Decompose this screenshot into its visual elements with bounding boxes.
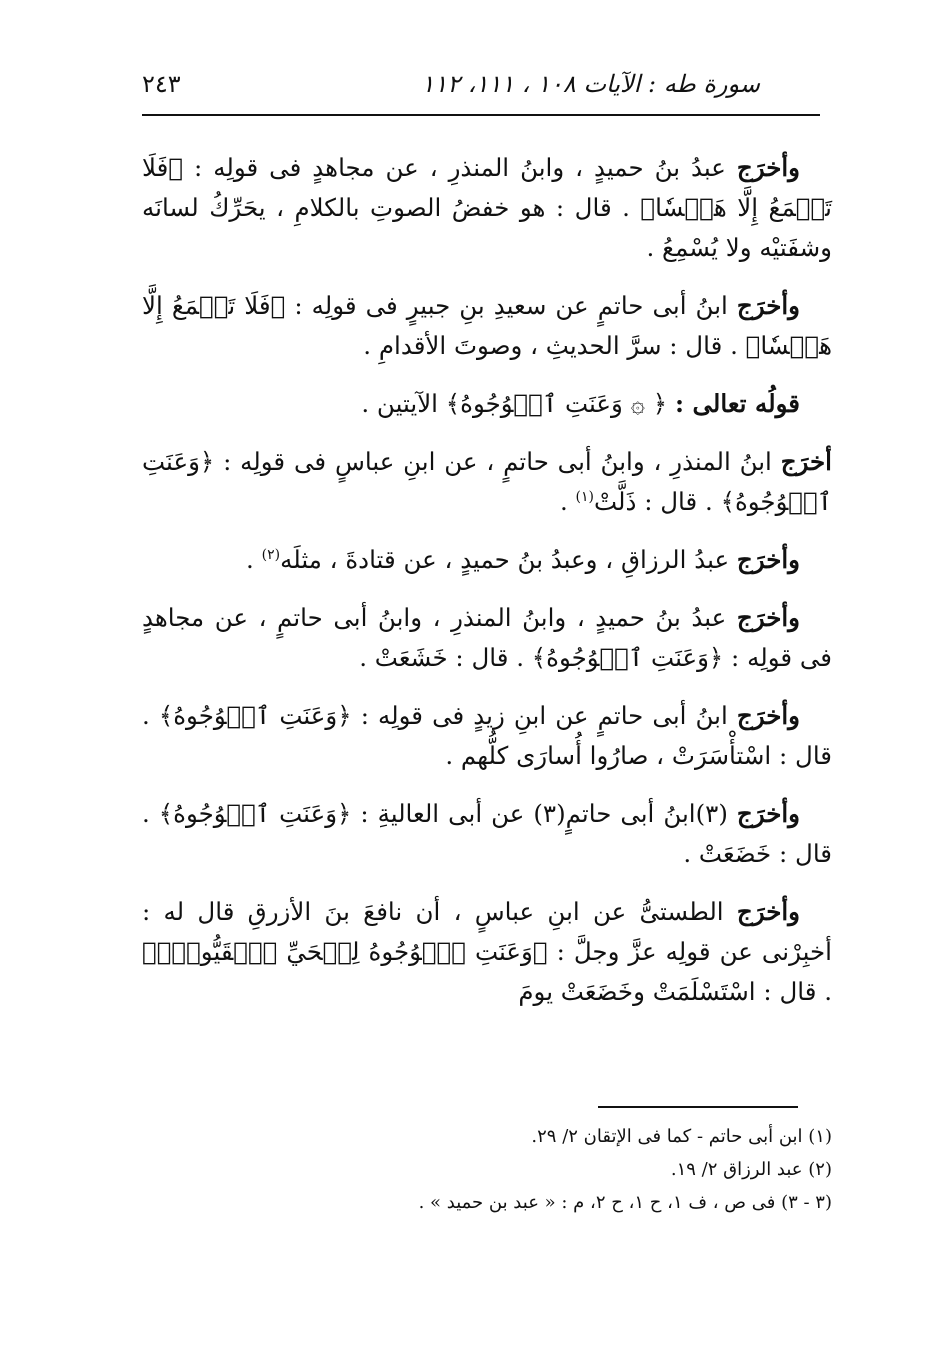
footnotes xyxy=(142,1120,832,1219)
footnote-3: (٣ - ٣) فى ص ، ف ١، ح ١، ح ٢، م : « عبد بن حميد » . xyxy=(418,1192,832,1213)
paragraph-text: (٣)ابنُ أبى حاتمٍ(٣) عن أبى العاليةِ : ﴿وَعَنَتِ ٱلۡوُجُوهُ﴾ . قال : خَضَعَتْ . xyxy=(142,799,832,868)
paragraph-lead: وأخرَج xyxy=(736,603,800,632)
paragraph-tail: . xyxy=(559,487,576,516)
header-title: سورة طه : الآيات ١٠٨ ، ١١١، ١١٢ xyxy=(421,70,760,98)
paragraph-text: الطستىُّ عن ابنِ عباسٍ ، أن نافعَ بنَ الأزرقِ قال له : أخبِرْنى عن قولِه عزَّ وجلَّ : ﴿وَعَنَتِ ٱلۡوُجُوهُ لِلۡحَيِّ ٱلۡقَيُّومِۖ﴾ . قال : اسْتَسْلَمَتْ وخَضَعَتْ يومَ xyxy=(142,897,832,1006)
paragraph-7 xyxy=(142,696,832,776)
paragraph-lead: وأخرَج xyxy=(736,153,800,182)
footnote-1: (١) ابن أبى حاتم - كما فى الإتقان ٢/ ٢٩. xyxy=(531,1126,832,1147)
paragraph-text: ابنُ أبى حاتمٍ عن سعيدِ بنِ جبيرٍ فى قولِه : ﴿فَلَا تَسۡمَعُ إِلَّا هَمۡسٗا﴾ . قال : سرَّ الحديثِ ، وصوتَ الأقدامِ . xyxy=(142,291,832,360)
paragraph-2 xyxy=(142,286,832,366)
paragraph-9 xyxy=(142,892,832,1012)
page-body xyxy=(142,148,832,1030)
paragraph-lead: وأخرَج xyxy=(736,897,800,926)
paragraph-lead: وأخرَج xyxy=(736,291,800,320)
paragraph-4 xyxy=(142,442,832,522)
paragraph-text: عبدُ بنُ حميدٍ ، وابنُ المنذرِ ، وابنُ أبى حاتمٍ ، عن مجاهدٍ فى قولِه : ﴿وَعَنَتِ ٱلۡوُجُوهُ﴾ . قال : خَشَعَتْ . xyxy=(142,603,832,672)
running-header xyxy=(142,62,800,108)
paragraph-lead: وأخرَج xyxy=(736,799,800,828)
paragraph-5 xyxy=(142,540,832,580)
paragraph-text: ﴿ ۞ وَعَنَتِ ٱلۡوُجُوهُ﴾ الآيتين . xyxy=(361,389,675,418)
paragraph-lead: أخرَج xyxy=(780,447,832,476)
verse-heading xyxy=(142,384,832,424)
paragraph-6 xyxy=(142,598,832,678)
paragraph-lead: وأخرَج xyxy=(736,545,800,574)
paragraph-text: ابنُ أبى حاتمٍ عن ابنِ زيدٍ فى قولِه : ﴿وَعَنَتِ ٱلۡوُجُوهُ﴾ . قال : اسْتأْسَرَتْ ، صارُوا أُسارَى كلُّهم . xyxy=(142,701,832,770)
paragraph-lead: وأخرَج xyxy=(736,701,800,730)
paragraph-tail: . xyxy=(246,545,262,574)
footnote-ref-2: (٢) xyxy=(261,546,281,563)
footnote-2: (٢) عبد الرزاق ٢/ ١٩. xyxy=(670,1159,832,1180)
paragraph-text: ابنُ المنذرِ ، وابنُ أبى حاتمٍ ، عن ابنِ عباسٍ فى قولِه : ﴿وَعَنَتِ ٱلۡوُجُوهُ﴾ . قال : ذَلَّتْ xyxy=(142,447,832,516)
paragraph-8 xyxy=(142,794,832,874)
header-rule xyxy=(142,114,820,116)
paragraph-text: عبدُ الرزاقِ ، وعبدُ بنُ حميدٍ ، عن قتادةَ ، مثلَه xyxy=(280,545,737,574)
page-number: ٢٤٣ xyxy=(142,70,181,98)
paragraph-text: عبدُ بنُ حميدٍ ، وابنُ المنذرِ ، عن مجاهدٍ فى قولِه : ﴿فَلَا تَسۡمَعُ إِلَّا هَمۡسٗا﴾ . قال : هو خفضُ الصوتِ بالكلامِ ، يحَرِّكُ لسانَه وشفَتيْه ولا يُسْمِعُ . xyxy=(142,153,832,262)
paragraph-lead: قولُه تعالى : xyxy=(674,389,800,418)
footnote-rule xyxy=(598,1106,798,1108)
footnote-ref-1: (١) xyxy=(575,488,594,505)
paragraph-1 xyxy=(142,148,832,268)
